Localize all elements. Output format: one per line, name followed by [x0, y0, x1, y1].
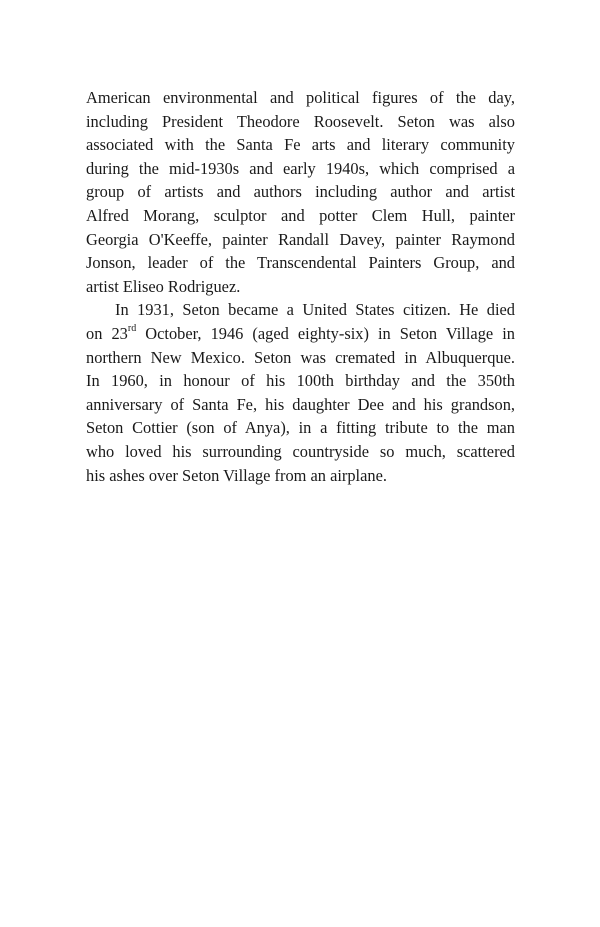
text-fragment: October, 1946 (aged eighty-six) in Seton Village in [136, 323, 515, 343]
text-line: during the mid-1930s and early 1940s, which comprised a [86, 158, 515, 178]
body-text [86, 86, 515, 487]
paragraph-1 [86, 86, 515, 298]
text-line: Seton Cottier (son of Anya), in a fitting tribute to the man [86, 418, 515, 438]
text-line: who loved his surrounding countryside so much, scattered [86, 441, 515, 461]
text-line: Jonson, leader of the Transcendental Painters Group, and [86, 253, 515, 273]
text-line: associated with the Santa Fe arts and literary community [86, 135, 515, 155]
text-line: artist Eliseo Rodriguez. [86, 276, 241, 296]
text-line: Georgia O'Keeffe, painter Randall Davey, painter Raymond [86, 229, 515, 249]
text-line: group of artists and authors including author and artist [86, 182, 515, 202]
text-line: anniversary of Santa Fe, his daughter Dee and his grandson, [86, 394, 515, 414]
paragraph-2 [86, 298, 515, 487]
text-line: his ashes over Seton Village from an airplane. [86, 465, 387, 485]
text-line: In 1960, in honour of his 100th birthday and the 350th [86, 371, 515, 391]
text-line: American environmental and political figures of the day, [86, 88, 515, 107]
text-fragment: on 23 [86, 323, 128, 343]
ordinal-superscript: rd [127, 323, 137, 335]
text-line: Alfred Morang, sculptor and potter Clem Hull, painter [86, 205, 515, 225]
text-line: In 1931, Seton became a United States citizen. He died [115, 300, 515, 320]
text-line: including President Theodore Roosevelt. Seton was also [86, 111, 515, 131]
text-line: northern New Mexico. Seton was cremated in Albuquerque. [86, 347, 515, 367]
text-line-with-superscript [86, 322, 515, 346]
